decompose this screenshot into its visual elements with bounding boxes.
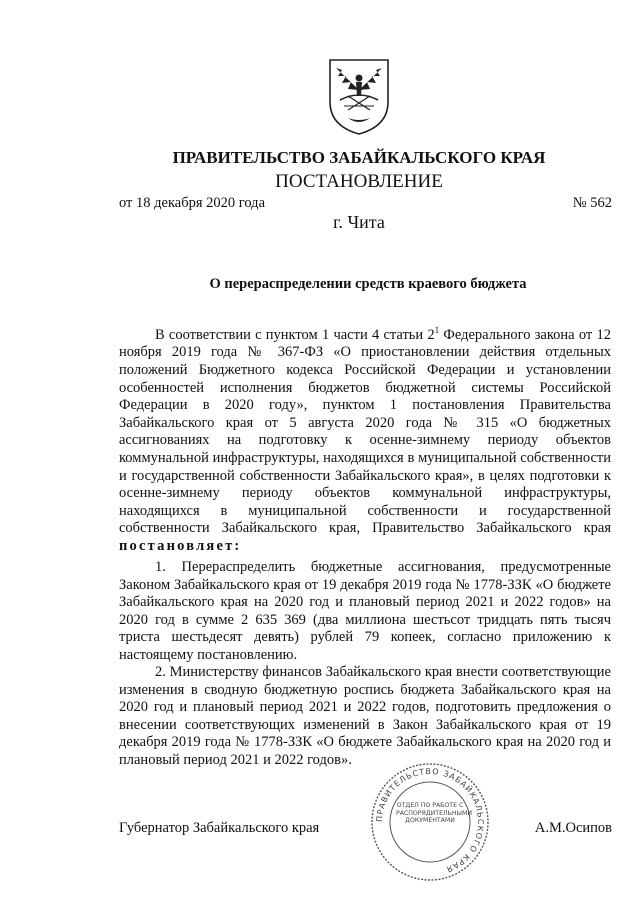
document-number: № 562: [572, 195, 612, 211]
official-seal-stamp: [368, 760, 492, 884]
item-2-text: 2. Министерству финансов Забайкальского края внести соответствующие изменения в сводную бюджетную роспись бюджета Забайкальского края на 2020 год и плановый период 2021 и 2022 годов, подготовить предложения о внесении соответствующих изменений в Закон Забайкальского края от 19 декабря 2019 года № 1778-ЗЗК «О бюджете Забайкальского края на 2020 год и плановый период 2021 и 2022 годов».: [119, 664, 611, 768]
item-1-paragraph: [119, 559, 611, 665]
article-superscript: 1: [434, 325, 440, 335]
document-date: от 18 декабря 2020 года: [119, 195, 265, 211]
preamble-paragraph: [119, 322, 611, 556]
seal-center-text: ОТДЕЛ ПО РАБОТЕ С РАСПОРЯДИТЕЛЬНЫМИ ДОКУМЕНТАМИ: [396, 802, 472, 824]
item-2-paragraph: [119, 664, 611, 770]
document-title: О перераспределении средств краевого бюджета: [209, 276, 527, 292]
seal-ring-text: ПРАВИТЕЛЬСТВО ЗАБАЙКАЛЬСКОГО КРАЯ: [374, 766, 486, 875]
decree-word: постановляет:: [119, 537, 242, 554]
item-1-text: 1. Перераспределить бюджетные ассигнования, предусмотренные Законом Забайкальского края от 19 декабря 2019 года № 1778-ЗЗК «О бюджете Забайкальского края на 2020 год и плановый период 2021 и 2022 годов» на 2020 год в сумме 2 635 369 (два миллиона шестьсот тридцать пять тысяч триста шестьдесят девять) рублей 79 копеек, согласно приложению к настоящему постановлению.: [119, 559, 611, 663]
signatory-name: А.М.Осипов: [534, 820, 612, 836]
preamble-text-start: В соответствии с пунктом 1 части 4 статьи 2: [155, 326, 435, 343]
government-name: ПРАВИТЕЛЬСТВО ЗАБАЙКАЛЬСКОГО КРАЯ: [172, 148, 546, 167]
coat-of-arms-emblem: [326, 56, 392, 136]
signatory-position: Губернатор Забайкальского края: [119, 820, 320, 836]
preamble-text-end: Федерального закона от 12 ноября 2019 года № 367-ФЗ «О приостановлении действия отдельных положений Бюджетного кодекса Российской Федерации и установлении особенностей исполнения бюджетов бюджетной системы Российской Федерации в 2020 году», пунктом 1 постановления Правительства Забайкальского края от 5 августа 2020 года № 315 «О бюджетных ассигнованиях на подготовку к осенне-зимнему периоду объектов коммунальной инфраструктуры, находящихся в муниципальной собственности и государственной собственности Забайкальского края», в целях подготовки к осенне-зимнему периоду объектов коммунальной инфраструктуры, находящихся в муниципальной собственности и государственной собственности Забайкальского края, Правительство Забайкальского края: [119, 326, 611, 537]
document-city: г. Чита: [333, 212, 385, 232]
document-type: ПОСТАНОВЛЕНИЕ: [275, 171, 443, 192]
